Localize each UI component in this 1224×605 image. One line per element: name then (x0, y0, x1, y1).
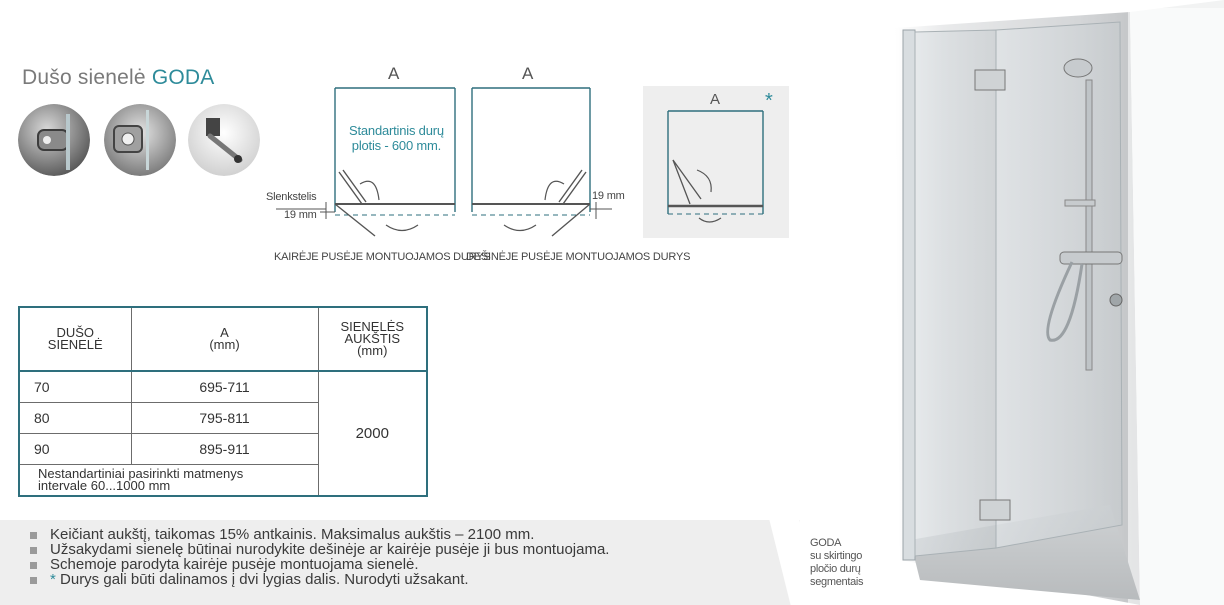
height-cell: 2000 (318, 371, 427, 496)
hinge-closeup-icon (18, 104, 90, 176)
page-title (22, 66, 215, 90)
standard-width-note-line2: plotis - 600 mm. (351, 138, 442, 153)
header-wall-height (318, 307, 427, 371)
header-col3-line3: (mm) (357, 343, 388, 358)
header-shower-wall (19, 307, 131, 371)
header-a-mm (131, 307, 318, 371)
note-text: Keičiant aukštį, taikomas 15% antkainis. Maksimalus aukštis – 2100 mm. (50, 526, 535, 543)
caption-right-door: DEŠINĖJE PUSĖJE MONTUOJAMOS DURYS (466, 251, 691, 263)
custom-size-note (19, 464, 318, 496)
bullet-square-icon (30, 577, 37, 584)
header-col3-line1: SIENELĖS (340, 319, 405, 334)
range-cell: 795-811 (131, 402, 318, 433)
title-prefix: Dušo sienelė (22, 66, 146, 89)
detail-thumbnails (18, 104, 263, 180)
table-row (19, 371, 427, 402)
range-cell: 895-911 (131, 433, 318, 464)
caption-left-door: KAIRĖJE PUSĖJE MONTUOJAMOS DURYS (274, 251, 491, 263)
header-col1-line2: SIENELĖ (47, 337, 103, 352)
diagram-left-door (262, 62, 462, 242)
dimension-label-a: A (388, 64, 400, 83)
dimensions-table (18, 306, 428, 497)
bullet-square-icon (30, 562, 37, 569)
header-col2-line2: (mm) (209, 337, 240, 352)
threshold-height-left: 19 mm (284, 209, 317, 221)
model-cell: 80 (19, 402, 131, 433)
header-col2-line1: A (220, 325, 229, 340)
range-cell: 695-711 (131, 371, 318, 402)
hinge-detail-icon (104, 104, 176, 176)
photo-caption-line2: su skirtingo (810, 550, 863, 562)
custom-size-note-line2: intervale 60...1000 mm (38, 477, 171, 493)
diagram-split-door (643, 86, 789, 238)
dimension-label-a: A (522, 64, 534, 83)
custom-size-note-line1: Nestandartiniai pasirinkti matmenys (38, 465, 244, 481)
list-item (28, 542, 778, 557)
header-col3-line2: AUKŠTIS (344, 331, 401, 346)
table-header-row (19, 307, 427, 371)
notes-list (28, 527, 778, 587)
standard-width-note-line1: Standartinis durų (349, 123, 444, 138)
photo-caption-line3: pločio durų (810, 563, 861, 575)
photo-caption-line4: segmentais (810, 576, 864, 588)
bullet-square-icon (30, 547, 37, 554)
threshold-height-right: 19 mm (592, 190, 625, 202)
note-text: Durys gali būti dalinamos į dvi lygias dalis. Nurodyti užsakant. (60, 571, 469, 588)
product-photo (810, 0, 1224, 605)
photo-caption (810, 537, 863, 589)
model-cell: 70 (19, 371, 131, 402)
bullet-square-icon (30, 532, 37, 539)
star-mark: * (50, 571, 56, 588)
note-text: Užsakydami sienelę būtinai nurodykite dešinėje ar kairėje pusėje ji bus montuojama. (50, 541, 610, 558)
handle-closeup-icon (188, 104, 260, 176)
note-text: Schemoje parodyta kairėje pusėje montuojama sienelė. (50, 556, 419, 573)
header-col1-line1: DUŠO (56, 325, 95, 340)
split-star-mark: * (765, 90, 773, 112)
photo-caption-line1: GODA (810, 537, 842, 549)
model-cell: 90 (19, 433, 131, 464)
list-item (28, 557, 778, 572)
standard-width-note (349, 123, 444, 153)
threshold-label: Slenkstelis (266, 191, 317, 203)
list-item (28, 527, 778, 542)
list-item (28, 572, 778, 587)
diagram-right-door (462, 62, 642, 242)
dimension-label-a: A (710, 91, 720, 108)
title-product-name: GODA (151, 66, 215, 89)
